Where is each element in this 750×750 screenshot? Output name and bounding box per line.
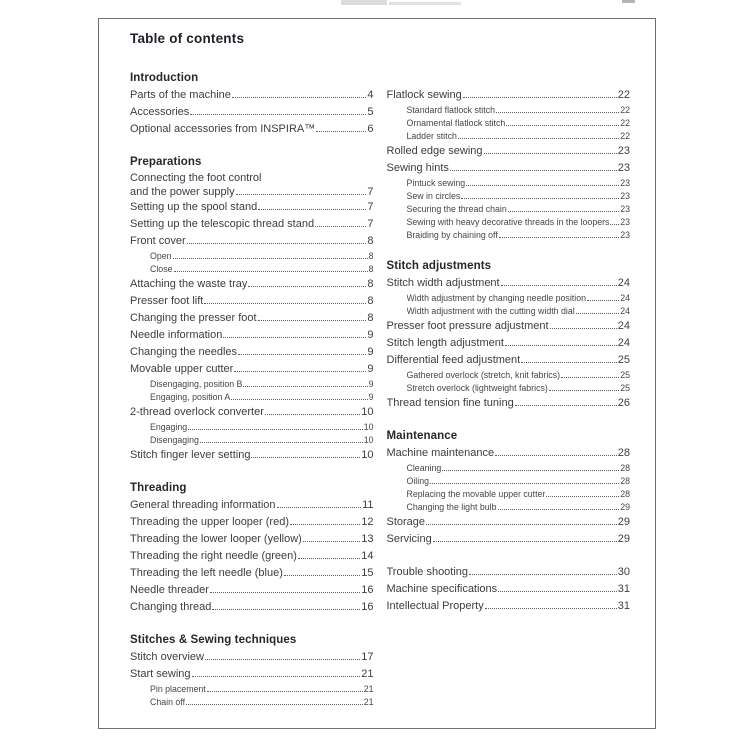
toc-entry-label: Pintuck sewing — [406, 178, 466, 188]
toc-entry-page-number: 10 — [361, 406, 374, 418]
dot-leader — [204, 303, 366, 304]
toc-entry-page-number: 24 — [620, 306, 630, 316]
toc-entry-label: Servicing — [386, 533, 432, 545]
dot-leader — [232, 97, 366, 98]
toc-entry-label: Movable upper cutter — [130, 363, 234, 375]
toc-entry-label: and the power supply — [130, 186, 235, 198]
toc-entry-page-number: 29 — [617, 533, 630, 545]
toc-entry-page-number: 21 — [363, 697, 374, 707]
toc-entry — [130, 276, 374, 293]
toc-entry — [387, 369, 631, 382]
toc-entry — [130, 391, 374, 404]
toc-entry-page-number: 25 — [620, 370, 630, 380]
toc-entry — [387, 104, 631, 117]
toc-entry-page-number: 22 — [620, 118, 630, 128]
dot-leader — [466, 185, 619, 186]
dot-leader — [265, 414, 360, 415]
toc-entry-label: Chain off — [150, 697, 186, 707]
toc-entry-page-number: 25 — [620, 383, 630, 393]
toc-entry-label: Cleaning — [406, 463, 442, 473]
toc-entry-label: Threading the lower looper (yellow) — [130, 533, 302, 545]
toc-entry-page-number: 9 — [367, 346, 374, 358]
dot-leader — [498, 509, 620, 510]
toc-entry-page-number: 28 — [620, 463, 630, 473]
toc-entry-page-number: 8 — [367, 295, 374, 307]
dot-leader — [499, 237, 619, 238]
toc-entry — [130, 514, 374, 531]
toc-section — [130, 70, 374, 138]
toc-entry-label: Machine specifications — [386, 583, 498, 595]
toc-entry-label: Stitch width adjustment — [386, 277, 500, 289]
toc-entry — [130, 233, 374, 250]
toc-entry-page-number: 7 — [367, 218, 374, 230]
toc-entry-page-number: 8 — [367, 278, 374, 290]
toc-entry-label: Rolled edge sewing — [386, 145, 483, 157]
dot-leader — [450, 170, 617, 171]
toc-section — [387, 564, 631, 615]
toc-entry-label: Standard flatlock stitch — [406, 105, 496, 115]
toc-section — [387, 428, 631, 548]
toc-entry-label: Stitch finger lever setting — [130, 449, 251, 461]
toc-entry-label: Attaching the waste tray — [130, 278, 248, 290]
toc-entry — [130, 548, 374, 565]
toc-entry-page-number: 22 — [620, 105, 630, 115]
toc-entry-label: Braiding by chaining off — [406, 230, 498, 240]
toc-entry — [130, 599, 374, 616]
toc-entry-page-number: 23 — [620, 191, 630, 201]
toc-entry-label: Trouble shooting — [386, 566, 469, 578]
dot-leader — [469, 574, 617, 575]
dot-leader — [200, 442, 363, 443]
toc-entry-label: General threading information — [130, 499, 276, 511]
toc-entry-page-number: 23 — [620, 204, 630, 214]
toc-entry — [130, 434, 374, 447]
dot-leader — [188, 429, 363, 430]
toc-entry-label: Threading the left needle (blue) — [130, 567, 283, 579]
toc-entry — [387, 305, 631, 318]
toc-entry — [130, 565, 374, 582]
toc-entry-label: Threading the upper looper (red) — [130, 516, 289, 528]
dot-leader — [187, 243, 367, 244]
toc-entry-page-number: 10 — [361, 449, 374, 461]
dot-leader — [501, 285, 617, 286]
toc-entry-label: Close — [150, 264, 173, 274]
toc-entry — [387, 292, 631, 305]
toc-entry — [387, 395, 631, 412]
toc-entry-page-number: 23 — [620, 178, 630, 188]
toc-entry — [130, 171, 374, 185]
toc-entry-page-number: 24 — [617, 320, 630, 332]
toc-entry — [130, 683, 374, 696]
toc-entry — [130, 378, 374, 391]
toc-entry-label: Presser foot pressure adjustment — [386, 320, 549, 332]
toc-entry — [387, 160, 631, 177]
toc-entry — [130, 447, 374, 464]
dot-leader — [243, 386, 367, 387]
dot-leader — [192, 676, 361, 677]
dot-leader — [174, 271, 368, 272]
toc-entry — [387, 318, 631, 335]
toc-entry-page-number: 6 — [367, 123, 374, 135]
dot-leader — [442, 470, 619, 471]
dot-leader — [298, 558, 360, 559]
toc-entry-label: Storage — [386, 516, 426, 528]
dot-leader — [186, 704, 363, 705]
toc-entry-page-number: 15 — [361, 567, 374, 579]
section-header: Preparations — [130, 156, 202, 168]
dot-leader — [495, 455, 617, 456]
toc-entry-label: Width adjustment with the cutting width dial — [406, 306, 575, 316]
dot-leader — [549, 390, 619, 391]
toc-entry-page-number: 31 — [617, 600, 630, 612]
dot-leader — [251, 457, 360, 458]
dot-leader — [303, 541, 360, 542]
dot-leader — [277, 507, 362, 508]
toc-entry — [387, 87, 631, 104]
toc-entry — [387, 203, 631, 216]
toc-entry-label: Needle information — [130, 329, 223, 341]
toc-entry-label: Width adjustment by changing needle position — [406, 293, 586, 303]
dot-leader — [212, 609, 360, 610]
toc-entry-label: Parts of the machine — [130, 89, 231, 101]
toc-entry — [387, 216, 631, 229]
dot-leader — [290, 524, 360, 525]
toc-entry — [387, 229, 631, 242]
toc-entry — [130, 649, 374, 666]
toc-entry-label: Sewing with heavy decorative threads in the loopers — [406, 217, 610, 227]
toc-entry — [387, 177, 631, 190]
dot-leader — [561, 377, 619, 378]
dot-leader — [205, 659, 360, 660]
toc-entry-label: Ornamental flatlock stitch — [406, 118, 506, 128]
toc-entry-label: 2-thread overlock converter — [130, 406, 264, 418]
toc-entry — [130, 361, 374, 378]
toc-entry — [387, 598, 631, 615]
toc-entry-page-number: 8 — [368, 264, 374, 274]
dot-leader — [498, 591, 617, 592]
toc-entry-page-number: 29 — [617, 516, 630, 528]
section-header: Stitches & Sewing techniques — [130, 634, 297, 646]
dot-leader — [433, 541, 617, 542]
toc-entry — [387, 190, 631, 203]
toc-entry-page-number: 12 — [361, 516, 374, 528]
dot-leader — [190, 114, 366, 115]
dot-leader — [207, 691, 363, 692]
toc-entry-page-number: 24 — [620, 293, 630, 303]
toc-entry — [130, 250, 374, 263]
toc-entry-label: Thread tension fine tuning — [386, 397, 514, 409]
dot-leader — [248, 286, 366, 287]
dot-leader — [231, 399, 367, 400]
toc-entry-page-number: 16 — [361, 601, 374, 613]
toc-entry-page-number: 23 — [617, 162, 630, 174]
dot-leader — [546, 496, 619, 497]
toc-entry — [387, 462, 631, 475]
section-header: Threading — [130, 482, 187, 494]
toc-entry — [130, 104, 374, 121]
toc-entry-label: Changing the light bulb — [406, 502, 497, 512]
toc-entry-page-number: 8 — [367, 235, 374, 247]
toc-entry-label: Open — [150, 251, 172, 261]
toc-entry-page-number: 24 — [617, 277, 630, 289]
toc-entry-page-number: 11 — [362, 499, 374, 511]
scan-artifact — [622, 0, 635, 3]
scan-artifact — [389, 2, 461, 5]
dot-leader — [496, 112, 619, 113]
toc-entry-label: Sewing hints — [386, 162, 449, 174]
toc-entry-label: Setting up the telescopic thread stand — [130, 218, 315, 230]
dot-leader — [430, 483, 619, 484]
toc-entry-label: Connecting the foot control — [130, 172, 262, 184]
toc-entry-page-number: 21 — [363, 684, 374, 694]
toc-entry — [130, 121, 374, 138]
dot-leader — [238, 354, 366, 355]
dot-leader — [505, 345, 617, 346]
toc-entry — [130, 666, 374, 683]
toc-entry-label: Sew in circles — [406, 191, 461, 201]
toc-entry-label: Setting up the spool stand — [130, 201, 258, 213]
toc-entry-label: Replacing the movable upper cutter — [406, 489, 546, 499]
toc-entry-page-number: 9 — [367, 329, 374, 341]
toc-entry — [130, 216, 374, 233]
toc-entry-label: Stitch length adjustment — [386, 337, 504, 349]
dot-leader — [521, 362, 617, 363]
dot-leader — [550, 328, 617, 329]
dot-leader — [508, 211, 619, 212]
toc-entry-page-number: 25 — [617, 354, 630, 366]
toc-entry-page-number: 4 — [367, 89, 374, 101]
toc-entry-label: Start sewing — [130, 668, 191, 680]
toc-entry — [130, 497, 374, 514]
toc-entry — [130, 531, 374, 548]
toc-entry-page-number: 16 — [361, 584, 374, 596]
section-header: Introduction — [130, 72, 199, 84]
page-title: Table of contents — [130, 31, 245, 46]
dot-leader — [258, 209, 366, 210]
toc-entry-label: Gathered overlock (stretch, knit fabrics) — [406, 370, 561, 380]
toc-entry — [130, 404, 374, 421]
scan-artifact — [341, 0, 387, 5]
toc-entry — [387, 275, 631, 292]
toc-column-left — [130, 70, 374, 709]
toc-entry — [130, 582, 374, 599]
toc-entry-page-number: 13 — [361, 533, 374, 545]
dot-leader — [284, 575, 360, 576]
toc-entry-page-number: 9 — [367, 363, 374, 375]
toc-column-right — [387, 70, 631, 709]
toc-entry — [387, 130, 631, 143]
toc-entry — [130, 421, 374, 434]
dot-leader — [485, 608, 617, 609]
toc-entry-label: Changing the needles — [130, 346, 238, 358]
dot-leader — [236, 194, 367, 195]
dot-leader — [234, 371, 366, 372]
document-page — [98, 18, 656, 729]
toc-entry-label: Needle threader — [130, 584, 209, 596]
toc-entry — [387, 514, 631, 531]
toc-entry-page-number: 23 — [617, 145, 630, 157]
toc-columns — [130, 70, 630, 709]
toc-entry-page-number: 29 — [620, 502, 630, 512]
toc-entry — [387, 335, 631, 352]
toc-entry — [387, 531, 631, 548]
toc-entry — [387, 564, 631, 581]
toc-entry — [130, 293, 374, 310]
toc-entry — [130, 87, 374, 104]
toc-entry-label: Pin placement — [150, 684, 206, 694]
dot-leader — [316, 131, 366, 132]
toc-entry-page-number: 7 — [367, 201, 374, 213]
toc-entry-page-number: 28 — [617, 447, 630, 459]
toc-entry-label: Changing the presser foot — [130, 312, 257, 324]
toc-entry-page-number: 22 — [620, 131, 630, 141]
dot-leader — [576, 313, 620, 314]
section-header: Stitch adjustments — [386, 260, 492, 272]
dot-leader — [426, 524, 617, 525]
toc-entry — [387, 581, 631, 598]
toc-section — [130, 480, 374, 616]
toc-entry-page-number: 10 — [363, 435, 374, 445]
toc-section — [387, 87, 631, 242]
toc-entry — [387, 117, 631, 130]
toc-entry-page-number: 30 — [617, 566, 630, 578]
toc-entry-label: Presser foot lift — [130, 295, 204, 307]
dot-leader — [223, 337, 366, 338]
toc-entry-page-number: 28 — [620, 489, 630, 499]
toc-entry — [387, 475, 631, 488]
toc-entry — [387, 488, 631, 501]
toc-section — [130, 154, 374, 464]
toc-entry-label: Intellectual Property — [386, 600, 484, 612]
toc-entry — [130, 185, 374, 199]
dot-leader — [461, 198, 619, 199]
toc-entry-page-number: 10 — [363, 422, 374, 432]
toc-entry-label: Differential feed adjustment — [386, 354, 521, 366]
toc-entry-page-number: 31 — [617, 583, 630, 595]
toc-entry — [130, 696, 374, 709]
toc-section — [130, 632, 374, 709]
toc-entry-label: Threading the right needle (green) — [130, 550, 297, 562]
dot-leader — [506, 125, 619, 126]
toc-entry-page-number: 5 — [367, 106, 374, 118]
toc-entry-page-number: 23 — [620, 230, 630, 240]
toc-entry-page-number: 8 — [367, 312, 374, 324]
toc-entry — [130, 327, 374, 344]
toc-entry-label: Disengaging — [150, 435, 199, 445]
toc-entry-label: Securing the thread chain — [406, 204, 507, 214]
toc-entry-label: Oiling — [406, 476, 429, 486]
toc-entry — [130, 199, 374, 216]
dot-leader — [484, 153, 617, 154]
dot-leader — [258, 320, 367, 321]
dot-leader — [315, 226, 366, 227]
toc-entry-page-number: 28 — [620, 476, 630, 486]
toc-section — [387, 258, 631, 412]
toc-entry-label: Stretch overlock (lightweight fabrics) — [406, 383, 548, 393]
toc-entry — [387, 352, 631, 369]
dot-leader — [458, 138, 619, 139]
toc-entry-label: Disengaging, position B — [150, 379, 243, 389]
toc-entry-label: Machine maintenance — [386, 447, 495, 459]
toc-entry-label: Ladder stitch — [406, 131, 457, 141]
toc-entry — [387, 143, 631, 160]
dot-leader — [463, 97, 617, 98]
toc-entry-label: Optional accessories from INSPIRA™ — [130, 123, 316, 135]
dot-leader — [587, 300, 619, 301]
toc-entry — [387, 382, 631, 395]
toc-entry-label: Stitch overview — [130, 651, 204, 663]
toc-entry-page-number: 9 — [368, 392, 374, 402]
toc-entry-page-number: 26 — [617, 397, 630, 409]
section-header: Maintenance — [386, 430, 458, 442]
toc-entry-page-number: 17 — [361, 651, 374, 663]
toc-entry-label: Accessories — [130, 106, 190, 118]
toc-entry-label: Engaging, position A — [150, 392, 231, 402]
toc-entry-page-number: 23 — [620, 217, 630, 227]
toc-entry — [130, 263, 374, 276]
toc-entry-page-number: 22 — [617, 89, 630, 101]
toc-entry-label: Front cover — [130, 235, 186, 247]
toc-entry — [130, 344, 374, 361]
toc-entry — [387, 501, 631, 514]
toc-entry-label: Flatlock sewing — [386, 89, 462, 101]
toc-entry-label: Changing thread — [130, 601, 212, 613]
toc-entry-page-number: 24 — [617, 337, 630, 349]
toc-entry — [130, 310, 374, 327]
toc-entry-page-number: 14 — [361, 550, 374, 562]
toc-entry — [387, 445, 631, 462]
dot-leader — [210, 592, 360, 593]
toc-entry-page-number: 7 — [367, 186, 374, 198]
toc-entry-label: Engaging — [150, 422, 188, 432]
dot-leader — [610, 224, 619, 225]
toc-entry-page-number: 21 — [361, 668, 374, 680]
toc-entry-page-number: 8 — [368, 251, 374, 261]
dot-leader — [173, 258, 368, 259]
toc-entry-page-number: 9 — [368, 379, 374, 389]
dot-leader — [515, 405, 617, 406]
